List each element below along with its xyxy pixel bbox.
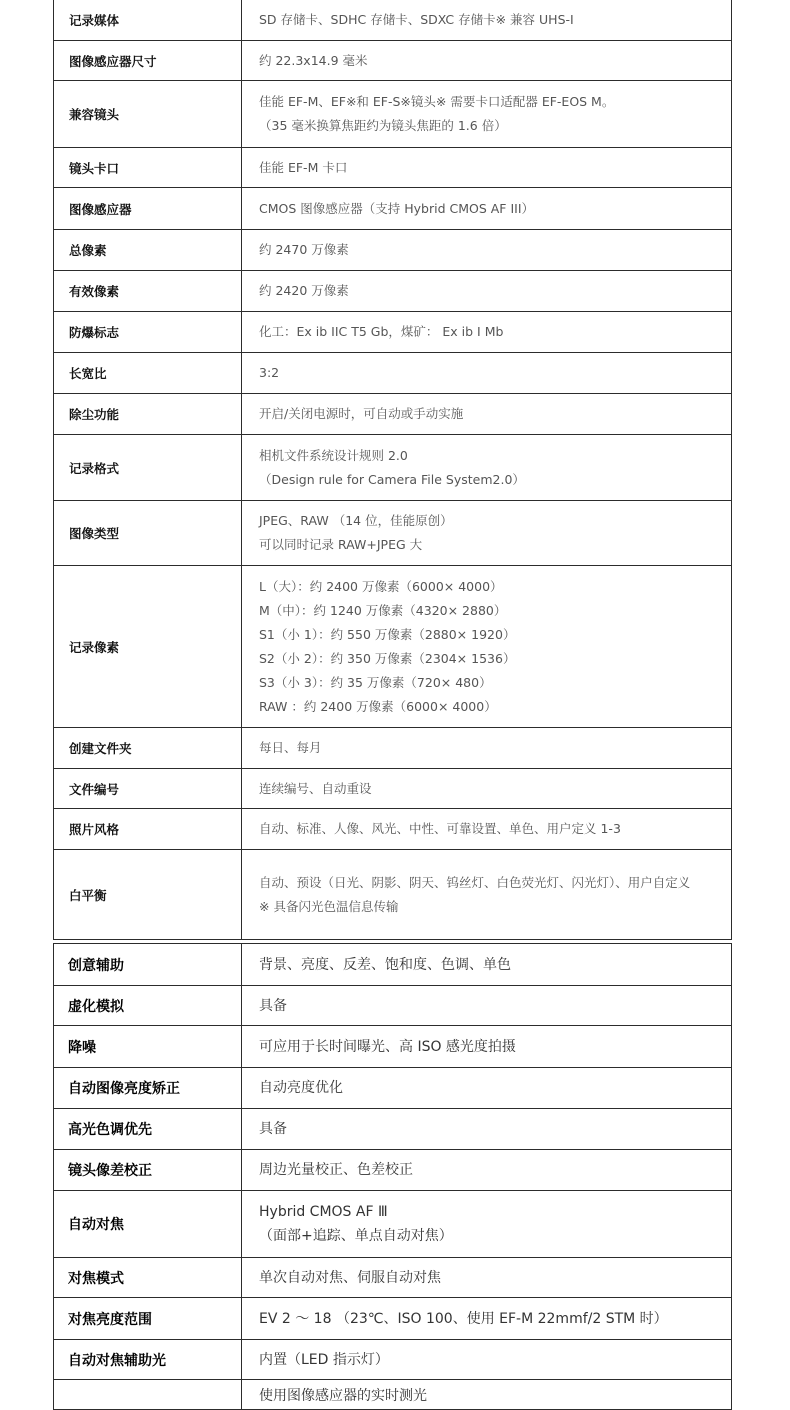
spec-row xyxy=(54,769,732,809)
spec-label: 图像类型 xyxy=(54,501,242,566)
spec-label: 有效像素 xyxy=(54,271,242,312)
spec-value-line: S2（小 2）：约 350 万像素（2304× 1536） xyxy=(259,650,516,666)
spec-value xyxy=(242,312,732,353)
spec-label: 镜头卡口 xyxy=(54,148,242,188)
spec-value-line: 使用图像感应器的实时测光 xyxy=(259,1388,427,1404)
spec-value xyxy=(242,271,732,312)
spec-value xyxy=(242,41,732,81)
spec-row xyxy=(54,188,732,230)
spec-label: 对焦亮度范围 xyxy=(54,1298,242,1340)
spec-row xyxy=(54,1298,732,1340)
spec-label: 自动对焦辅助光 xyxy=(54,1340,242,1380)
spec-value xyxy=(242,148,732,188)
spec-value-line: 开启/关闭电源时，可自动或手动实施 xyxy=(259,406,464,421)
spec-row xyxy=(54,809,732,850)
spec-label: 文件编号 xyxy=(54,769,242,809)
spec-label: 白平衡 xyxy=(54,850,242,940)
spec-label: 记录格式 xyxy=(54,435,242,501)
spec-value-line: 连续编号、自动重设 xyxy=(259,780,372,796)
spec-value-line: 具备 xyxy=(259,997,287,1014)
spec-row xyxy=(54,81,732,148)
spec-row xyxy=(54,986,732,1026)
spec-value-line: 约 2470 万像素 xyxy=(259,242,349,257)
spec-value-line: RAW ：约 2400 万像素（6000× 4000） xyxy=(259,698,497,714)
spec-value xyxy=(242,809,732,850)
spec-value xyxy=(242,944,732,986)
spec-value-line: 可以同时记录 RAW+JPEG 大 xyxy=(259,537,423,552)
spec-value-line: 约 2420 万像素 xyxy=(259,283,349,298)
spec-value xyxy=(242,1380,732,1410)
spec-value xyxy=(242,769,732,809)
spec-row xyxy=(54,944,732,986)
spec-value xyxy=(242,1026,732,1068)
spec-label: 自动图像亮度矫正 xyxy=(54,1068,242,1109)
spec-value-line: EV 2 ～ 18 （23℃、ISO 100、使用 EF-M 22mmf/2 STM 时） xyxy=(259,1310,668,1327)
spec-row xyxy=(54,501,732,566)
spec-row xyxy=(54,1340,732,1380)
spec-label: 图像感应器尺寸 xyxy=(54,41,242,81)
spec-value xyxy=(242,728,732,769)
spec-value-line: S1（小 1）：约 550 万像素（2880× 1920） xyxy=(259,626,516,642)
spec-value xyxy=(242,394,732,435)
spec-label: 防爆标志 xyxy=(54,312,242,353)
spec-value-line: 佳能 EF-M、EF※和 EF-S※镜头※ 需要卡口适配器 EF-EOS M。 xyxy=(259,94,615,109)
spec-value xyxy=(242,353,732,394)
spec-row xyxy=(54,850,732,940)
spec-value-line: SD 存储卡、SDHC 存储卡、SDXC 存储卡※ 兼容 UHS-I xyxy=(259,11,574,27)
spec-value xyxy=(242,435,732,501)
spec-label: 记录像素 xyxy=(54,566,242,728)
spec-value-line: 自动亮度优化 xyxy=(259,1080,343,1096)
spec-value xyxy=(242,850,732,940)
spec-row xyxy=(54,0,732,41)
spec-row xyxy=(54,1258,732,1298)
spec-value-line: 背景、亮度、反差、饱和度、色调、单色 xyxy=(259,956,511,973)
spec-label: 图像感应器 xyxy=(54,188,242,230)
spec-label: 创意辅助 xyxy=(54,944,242,986)
spec-row xyxy=(54,271,732,312)
spec-value-line: 化工：Ex ib IIC T5 Gb，煤矿： Ex ib I Mb xyxy=(259,324,504,339)
spec-value xyxy=(242,566,732,728)
spec-value xyxy=(242,501,732,566)
spec-row xyxy=(54,1109,732,1150)
spec-value-line: S3（小 3）：约 35 万像素（720× 480） xyxy=(259,674,492,690)
spec-row xyxy=(54,353,732,394)
spec-row xyxy=(54,1026,732,1068)
spec-label: 创建文件夹 xyxy=(54,728,242,769)
spec-value-line: 相机文件系统设计规则 2.0 xyxy=(259,447,408,463)
spec-value-line: 自动、预设（日光、阴影、阴天、钨丝灯、白色荧光灯、闪光灯）、用户自定义 xyxy=(259,874,691,890)
spec-value xyxy=(242,0,732,41)
spec-value-line: 自动、标准、人像、风光、中性、可靠设置、单色、用户定义 1-3 xyxy=(259,821,621,836)
spec-row xyxy=(54,230,732,271)
spec-label: 降噪 xyxy=(54,1026,242,1068)
spec-row xyxy=(54,41,732,81)
spec-table-part1 xyxy=(53,0,732,940)
spec-label: 对焦模式 xyxy=(54,1258,242,1298)
spec-value-line: CMOS 图像感应器（支持 Hybrid CMOS AF III） xyxy=(259,200,535,216)
spec-value xyxy=(242,188,732,230)
spec-label: 镜头像差校正 xyxy=(54,1150,242,1191)
spec-value-line: 可应用于长时间曝光、高 ISO 感光度拍摄 xyxy=(259,1038,516,1055)
spec-value-line: ※ 具备闪光色温信息传输 xyxy=(259,898,399,914)
spec-row xyxy=(54,148,732,188)
spec-label: 记录媒体 xyxy=(54,0,242,41)
spec-value-line: （35 毫米换算焦距约为镜头焦距的 1.6 倍） xyxy=(259,118,507,133)
spec-row xyxy=(54,728,732,769)
spec-value xyxy=(242,1298,732,1340)
spec-label: 照片风格 xyxy=(54,809,242,850)
spec-row xyxy=(54,1068,732,1109)
spec-value-line: （Design rule for Camera File System2.0） xyxy=(259,471,525,487)
spec-value xyxy=(242,81,732,148)
spec-label xyxy=(54,1380,242,1410)
spec-value-line: Hybrid CMOS AF Ⅲ xyxy=(259,1204,388,1220)
spec-row xyxy=(54,394,732,435)
spec-row xyxy=(54,1380,732,1410)
spec-row xyxy=(54,312,732,353)
spec-value-line: 每日、每月 xyxy=(259,740,322,755)
spec-value xyxy=(242,230,732,271)
spec-value-line: 约 22.3x14.9 毫米 xyxy=(259,52,368,68)
spec-value xyxy=(242,1258,732,1298)
spec-label: 自动对焦 xyxy=(54,1191,242,1258)
spec-value-line: 内置（LED 指示灯） xyxy=(259,1351,389,1368)
spec-label: 兼容镜头 xyxy=(54,81,242,148)
spec-label: 总像素 xyxy=(54,230,242,271)
spec-value-line: JPEG、RAW （14 位，佳能原创） xyxy=(259,513,453,528)
spec-table-part2 xyxy=(53,943,732,1410)
spec-row xyxy=(54,1191,732,1258)
spec-value-line: 佳能 EF-M 卡口 xyxy=(259,159,348,175)
spec-value xyxy=(242,1191,732,1258)
spec-value-line: L（大）：约 2400 万像素（6000× 4000） xyxy=(259,578,503,594)
spec-row xyxy=(54,435,732,501)
spec-value xyxy=(242,1150,732,1191)
spec-label: 虚化模拟 xyxy=(54,986,242,1026)
spec-label: 高光色调优先 xyxy=(54,1109,242,1150)
spec-value-line: 具备 xyxy=(259,1121,287,1137)
spec-value xyxy=(242,1340,732,1380)
spec-label: 长宽比 xyxy=(54,353,242,394)
spec-value-line: （面部+追踪、单点自动对焦） xyxy=(259,1228,453,1244)
spec-row xyxy=(54,566,732,728)
spec-value xyxy=(242,986,732,1026)
spec-value xyxy=(242,1109,732,1150)
spec-value xyxy=(242,1068,732,1109)
spec-row xyxy=(54,1150,732,1191)
spec-value-line: M（中）：约 1240 万像素（4320× 2880） xyxy=(259,602,507,618)
spec-value-line: 3:2 xyxy=(259,365,280,380)
spec-value-line: 单次自动对焦、伺服自动对焦 xyxy=(259,1269,441,1286)
spec-value-line: 周边光量校正、色差校正 xyxy=(259,1162,413,1178)
spec-label: 除尘功能 xyxy=(54,394,242,435)
